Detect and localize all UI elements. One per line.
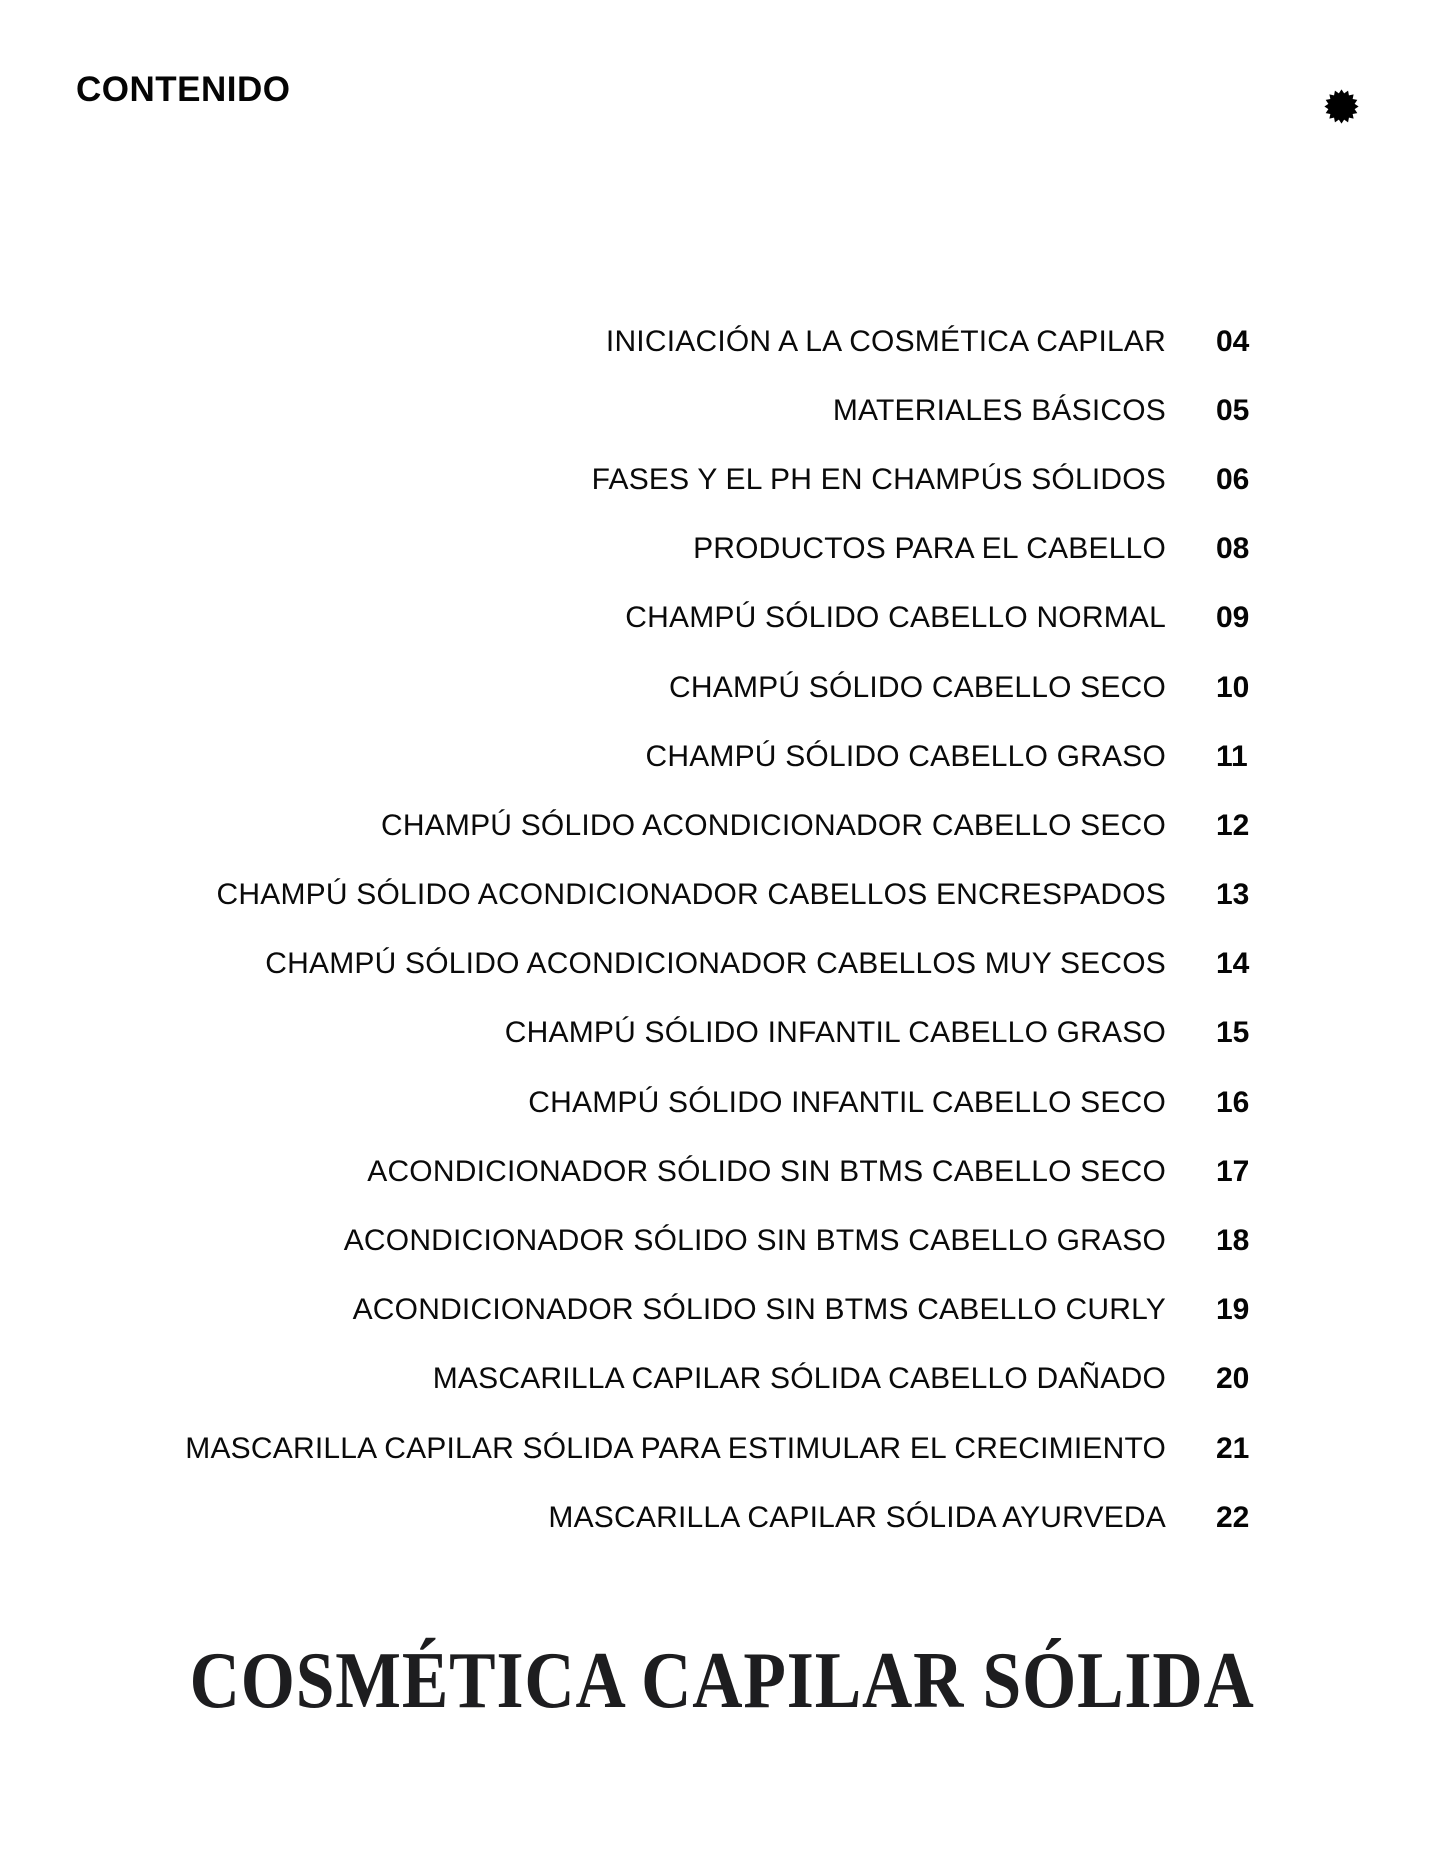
page-title: CONTENIDO [76,70,291,109]
toc-entry-label: CHAMPÚ SÓLIDO CABELLO GRASO [645,739,1166,773]
toc-entry-label: CHAMPÚ SÓLIDO INFANTIL CABELLO SECO [528,1085,1166,1119]
toc-entry-page: 06 [1216,462,1250,496]
toc-entry-page: 13 [1216,878,1250,912]
toc-entry-page: 21 [1216,1431,1250,1465]
toc-entry-label: CHAMPÚ SÓLIDO ACONDICIONADOR CABELLO SECO [380,808,1166,842]
toc-entry-page: 17 [1216,1154,1250,1188]
toc-row [80,307,1260,376]
toc-entry-page: 04 [1216,324,1250,358]
toc-entry-page: 16 [1216,1085,1250,1119]
toc-entry-page: 11 [1216,739,1248,773]
book-title-text: COSMÉTICA CAPILAR SÓLIDA [189,1637,1256,1725]
toc-row [80,1068,1260,1137]
toc-row [80,1345,1260,1414]
toc-entry-label: CHAMPÚ SÓLIDO ACONDICIONADOR CABELLOS ENCRESPADOS [216,878,1166,912]
toc-row [80,515,1260,584]
toc-entry-label: MASCARILLA CAPILAR SÓLIDA CABELLO DAÑADO [432,1362,1166,1396]
toc-entry-label: MATERIALES BÁSICOS [832,393,1166,427]
toc-entry-page: 18 [1216,1224,1250,1258]
toc-entry-label: MASCARILLA CAPILAR SÓLIDA AYURVEDA [548,1500,1166,1534]
toc-row [80,1276,1260,1345]
toc-entry-page: 14 [1216,947,1250,981]
toc-row [80,376,1260,445]
toc-entry-page: 08 [1216,532,1250,566]
toc-row [80,445,1260,514]
toc-entry-label: CHAMPÚ SÓLIDO ACONDICIONADOR CABELLOS MUY SECOS [265,947,1166,981]
toc-entry-page: 10 [1216,670,1250,704]
book-title [0,1636,1445,1727]
toc-row [80,999,1260,1068]
toc-row [80,791,1260,860]
toc-list [80,307,1260,1552]
toc-entry-label: CHAMPÚ SÓLIDO CABELLO SECO [669,670,1166,704]
toc-entry-label: ACONDICIONADOR SÓLIDO SIN BTMS CABELLO GRASO [343,1224,1166,1258]
toc-entry-label: ACONDICIONADOR SÓLIDO SIN BTMS CABELLO CURLY [352,1293,1166,1327]
toc-row [80,1206,1260,1275]
toc-entry-label: MASCARILLA CAPILAR SÓLIDA PARA ESTIMULAR EL CRECIMIENTO [185,1431,1166,1465]
toc-entry-page: 15 [1216,1016,1250,1050]
toc-entry-page: 20 [1216,1362,1250,1396]
toc-entry-label: FASES Y EL PH EN CHAMPÚS SÓLIDOS [591,462,1166,496]
toc-row [80,1137,1260,1206]
toc-row [80,1414,1260,1483]
starburst-icon [1323,88,1360,125]
toc-row [80,930,1260,999]
toc-entry-label: CHAMPÚ SÓLIDO CABELLO NORMAL [625,601,1166,635]
toc-entry-page: 22 [1216,1500,1250,1534]
toc-entry-label: INICIACIÓN A LA COSMÉTICA CAPILAR [605,324,1166,358]
toc-entry-page: 12 [1216,808,1250,842]
toc-row [80,722,1260,791]
toc-row [80,584,1260,653]
toc-entry-page: 09 [1216,601,1250,635]
toc-entry-label: CHAMPÚ SÓLIDO INFANTIL CABELLO GRASO [504,1016,1166,1050]
toc-entry-page: 05 [1216,393,1250,427]
toc-entry-label: PRODUCTOS PARA EL CABELLO [693,532,1166,566]
toc-entry-label: ACONDICIONADOR SÓLIDO SIN BTMS CABELLO SECO [367,1154,1166,1188]
toc-entry-page: 19 [1216,1293,1250,1327]
toc-row [80,861,1260,930]
toc-row [80,1483,1260,1552]
toc-row [80,653,1260,722]
